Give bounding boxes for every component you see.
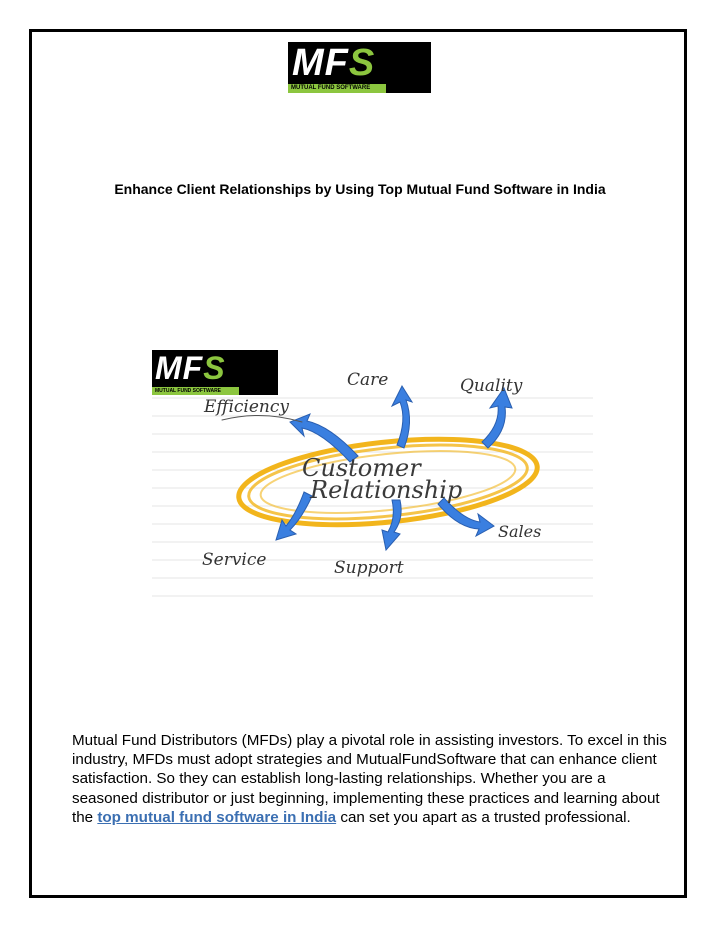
diagram-mfs-logo: [152, 350, 278, 395]
center-label-line2: Relationship: [310, 476, 463, 504]
label-care: Care: [347, 370, 389, 390]
label-support: Support: [334, 558, 404, 578]
body-paragraph: [72, 731, 672, 827]
body-text-before: Mutual Fund Distributors (MFDs) play a pivotal role in assisting investors. To excel in this industry, MFDs must adopt strategies and MutualFundSoftware that can enhance client satisfaction. So they can establish long-lasting relationships. Whether you are a seasoned distributor or just beginning, implementing these practices and learning about the: [72, 732, 667, 826]
mfs-logo: [288, 42, 431, 93]
arrow-to-quality: [482, 388, 512, 448]
label-service: Service: [202, 550, 267, 570]
top-mutual-fund-software-link[interactable]: top mutual fund software in India: [97, 808, 337, 826]
label-quality: Quality: [460, 376, 523, 396]
label-efficiency: Efficiency: [204, 397, 289, 417]
center-label-line1: Customer: [302, 454, 421, 482]
label-sales: Sales: [498, 522, 542, 541]
body-text-after: can set you apart as a trusted professional.: [336, 808, 631, 826]
diagram-logo-tagline: MUTUAL FUND SOFTWARE: [152, 387, 239, 395]
page-title: Enhance Client Relationships by Using Top Mutual Fund Software in India: [114, 181, 606, 197]
diagram-logo-letters: MFS: [155, 350, 226, 386]
customer-relationship-diagram: [152, 350, 593, 598]
logo-letters: MFS: [292, 42, 376, 84]
logo-tagline: MUTUAL FUND SOFTWARE: [288, 84, 386, 93]
